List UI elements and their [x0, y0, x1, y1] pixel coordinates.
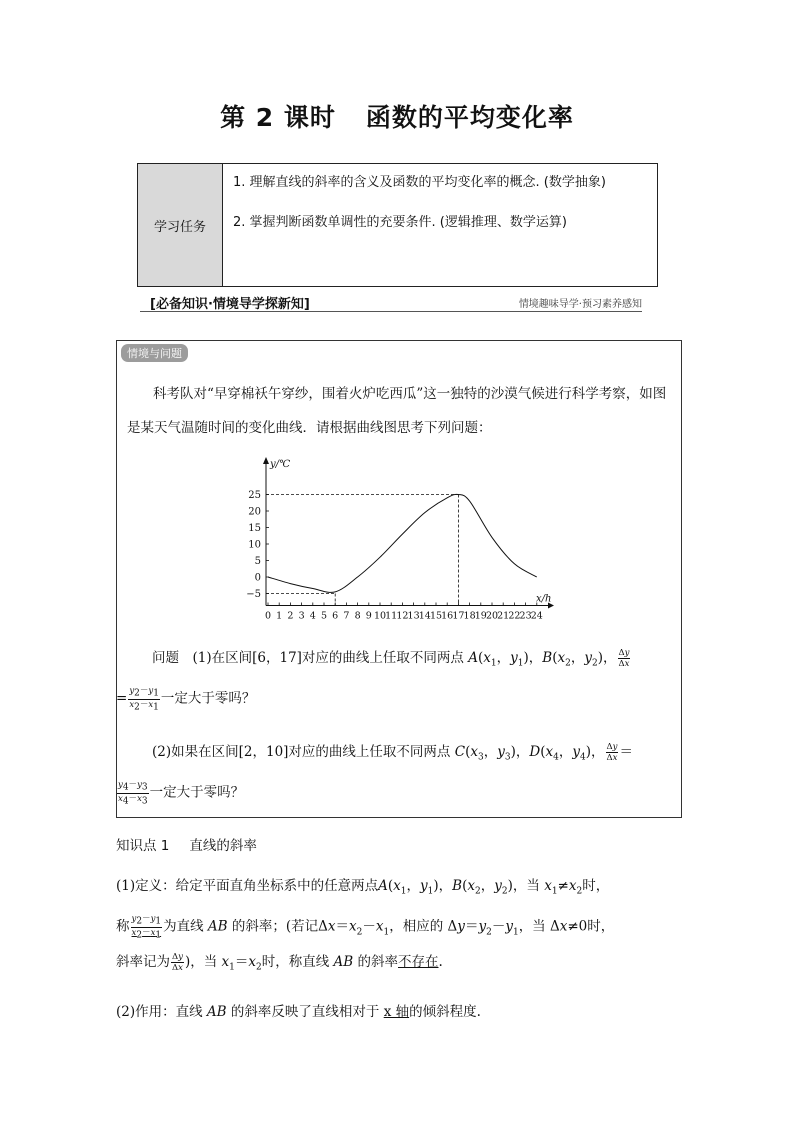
def-text-l: 时，称直线 [261, 954, 330, 970]
answer-x-axis: x 轴 [383, 1004, 410, 1020]
learning-task-table [137, 163, 658, 287]
section-title: [必备知识·情境导学探新知] [150, 297, 310, 312]
x-tick-label: 21 [497, 610, 510, 622]
x-tick-label: 10 [373, 610, 387, 622]
x-tick-label: 6 [332, 610, 339, 622]
knowledge-point-title [116, 834, 257, 854]
def-text-i: 时， [587, 918, 615, 935]
definition-line-3: 斜率记为 $\frac{\Delta y}{\Delta x}$ )，当 $x_1=x_2$时，称直线 AB 的斜率不存在. [116, 952, 443, 973]
x-tick-label: 13 [407, 610, 420, 622]
section-subtitle: 情境趣味导学·预习素养感知 [518, 299, 642, 310]
question-1-text: 问题 (1)在区间[6，17]对应的曲线上任取不同两点 [152, 650, 464, 666]
x-axis-label: x/h [536, 593, 552, 605]
def-text-m: 的斜率 [357, 954, 399, 970]
fn-text-c: 的倾斜程度. [409, 1004, 481, 1020]
def-text-h: ，当 [518, 918, 546, 935]
lesson-number: 第 2 课时 [220, 103, 336, 132]
def-text-d: 称 [116, 918, 130, 935]
y-tick-label: 25 [248, 490, 261, 501]
x-tick-label: 7 [343, 610, 350, 622]
y-tick-label: 0 [254, 572, 261, 584]
temperature-curve [268, 494, 537, 592]
kp-name: 直线的斜率 [189, 838, 257, 854]
x-tick-label: 22 [508, 610, 521, 622]
x-tick-label: 15 [429, 610, 443, 622]
question-2: (2)如果在区间[2，10]对应的曲线上任取不同两点 $C(x_3$，$y_3$)，$D(x_4$，$y_4$)， $\frac{\Delta y}{\Delta x}$ ＝ [152, 742, 633, 763]
x-tick-label: 20 [485, 610, 499, 622]
x-tick-label: 12 [396, 610, 409, 622]
scenario-intro: 科考队对“早穿棉袄午穿纱，围着火炉吃西瓜”这一独特的沙漠气候进行科学考察，如图是某天气温随时间的变化曲线．请根据曲线图思考下列问题： [127, 386, 667, 436]
definition-line-2: 称 $\frac{y_2-y_1}{x_2-x_1}$ 为直线 AB 的斜率；(若记$\Delta x=x_2-x_1$，相应的 $\Delta y=y_2-y_1$，当 Δx≠0时， [116, 914, 615, 941]
x-tick-label: 3 [298, 610, 305, 622]
section-bar [140, 293, 642, 312]
task-header: 学习任务 [138, 164, 223, 286]
x-tick-label: 23 [519, 610, 532, 622]
def-text-a: (1)定义：给定平面直角坐标系中的任意两点 [116, 878, 379, 894]
x-tick-label: 17 [452, 610, 465, 622]
x-tick-label: 5 [320, 610, 328, 622]
def-text-g: ，相应的 [389, 918, 444, 935]
kp-number: 知识点 1 [116, 838, 170, 854]
answer-not-exist: 不存在 [398, 954, 439, 970]
x-tick-label: 24 [530, 610, 543, 622]
y-tick-label: 10 [248, 539, 261, 551]
y-axis-arrow [263, 457, 269, 464]
x-tick-label: 1 [276, 610, 283, 622]
question-1-tail: 一定大于零吗？ [160, 690, 256, 707]
x-tick-label: 18 [463, 610, 476, 622]
y-tick-label: 5 [254, 556, 261, 567]
x-tick-label: 8 [354, 610, 361, 622]
def-text-j: 斜率记为 [116, 954, 170, 970]
def-text-n: . [438, 954, 443, 970]
page-title [0, 98, 794, 134]
x-tick-label: 19 [474, 610, 487, 622]
x-tick-label: 16 [441, 610, 454, 622]
question-2-tail: 一定大于零吗？ [149, 784, 245, 801]
fn-text-b: 的斜率反映了直线相对于 [230, 1004, 380, 1020]
task-item-1: 1. 理解直线的斜率的含义及函数的平均变化率的概念. (数学抽象) [233, 175, 606, 190]
scenario-badge: 情境与问题 [121, 344, 188, 362]
x-tick-label: 14 [418, 610, 431, 622]
temperature-chart [238, 456, 558, 626]
x-tick-label: 0 [264, 610, 272, 622]
def-text-c: 时， [582, 878, 610, 894]
task-item-2: 2. 掌握判断函数单调性的充要条件. (逻辑推理、数学运算) [233, 215, 567, 230]
y-tick-label: 15 [248, 523, 261, 534]
function-line: (2)作用：直线 AB 的斜率反映了直线相对于 x 轴的倾斜程度. [116, 1004, 481, 1020]
question-1-cont: = $\frac{y_2-y_1}{x_2-x_1}$ 一定大于零吗？ [116, 686, 256, 713]
task-body [223, 164, 657, 286]
definition-line-1: (1)定义：给定平面直角坐标系中的任意两点$A(x_1$，$y_1$)，$B(x_2$，$y_2$)，当 $x_1\ne x_2$时， [116, 878, 610, 897]
lesson-name: 函数的平均变化率 [365, 103, 574, 132]
x-tick-label: 11 [385, 610, 398, 622]
def-text-f: 的斜率；(若记 [231, 918, 319, 935]
y-tick-label: 20 [248, 506, 261, 518]
fn-text-a: (2)作用：直线 [116, 1004, 203, 1020]
question-1: 问题 (1)在区间[6，17]对应的曲线上任取不同两点 $A(x_1$，$y_1$)，$B(x_2$，$y_2$)， $\frac{\Delta y}{\Delta x}$ [152, 648, 630, 669]
x-tick-label: 4 [309, 610, 316, 622]
y-axis-label: y/℃ [270, 459, 291, 470]
question-2-cont: $\frac{y_4-y_3}{x_4-x_3}$ 一定大于零吗？ [118, 780, 245, 807]
x-tick-label: 2 [287, 610, 294, 622]
def-text-e: 为直线 [163, 918, 204, 935]
y-tick-label: −5 [246, 589, 261, 600]
x-tick-label: 9 [365, 610, 372, 622]
def-text-k: )，当 [184, 954, 218, 970]
question-2-text: (2)如果在区间[2，10]对应的曲线上任取不同两点 [152, 744, 451, 760]
def-text-b: ，当 [512, 878, 540, 894]
